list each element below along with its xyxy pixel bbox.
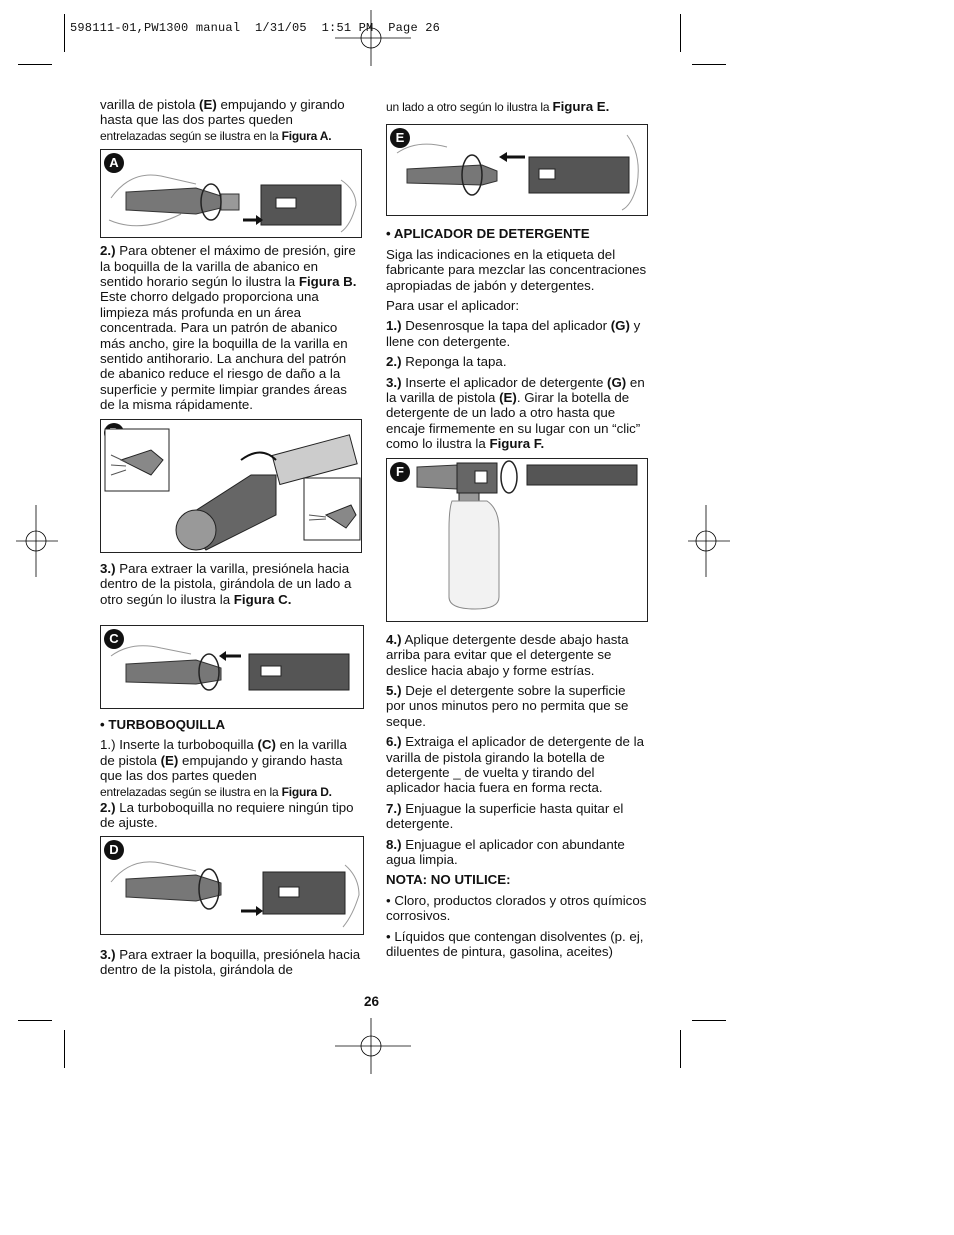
detergent-applicator-heading: • APLICADOR DE DETERGENTE xyxy=(386,226,590,242)
paragraph-turbo-step-3: 3.) Para extraer la boquilla, presiónela hacia dentro de la pistola, girándola de xyxy=(100,946,361,978)
turbo-nozzle-insert-illustration xyxy=(101,837,363,934)
note-heading: NOTA: NO UTILICE: xyxy=(386,872,511,888)
paragraph-det-step-6: 6.) Extraiga el aplicador de detergente de la varilla de pistola girando la botella de detergente _ de vuelta y tirando del aplicador hacia fuera en forma recta. xyxy=(386,734,644,796)
paragraph-det-step-1: 1.) Desenrosque la tapa del aplicador (G) y llene con detergente. xyxy=(386,318,641,349)
crop-mark xyxy=(64,1030,65,1068)
paragraph-det-step-7: 7.) Enjuague la superficie hasta quitar el detergente. xyxy=(386,800,624,832)
figure-label: D xyxy=(104,840,124,860)
paragraph-det-step-2: 2.) Reponga la tapa. xyxy=(386,354,507,370)
crop-mark xyxy=(692,64,726,65)
registration-mark-right xyxy=(686,503,732,579)
right-column xyxy=(386,99,648,964)
note-list-item: • Cloro, productos clorados y otros químicos corrosivos. xyxy=(386,892,647,924)
figure-label: C xyxy=(104,629,124,649)
registration-mark-top xyxy=(333,8,413,68)
turbo-nozzle-heading: • TURBOBOQUILLA xyxy=(100,716,226,732)
crop-mark xyxy=(680,14,681,52)
paragraph-turbo-step-1: 1.) Inserte la turboboquilla (C) en la varilla de pistola (E) empujando y girando hasta que las dos partes queden entrelazadas según se ilustra en la Figura D. xyxy=(100,737,347,799)
wand-removal-illustration xyxy=(101,626,363,708)
paragraph-step-3: 3.) Para extraer la varilla, presiónela hacia dentro de la pistola, girándola de un lado a otro según lo ilustra la Figura C. xyxy=(100,560,352,607)
figure-label: E xyxy=(390,128,410,148)
registration-mark-left xyxy=(14,503,60,579)
paragraph-step-2: 2.) Para obtener el máximo de presión, gire la boquilla de la varilla de abanico en sentido horario según lo ilustra la Figura B. Este chorro delgado proporciona una limpieza más profunda en un área concentrada. Para un patrón de abanico más ancho, gire la boquilla de la varilla en sentido antihorario. La anchura del patrón de abanico reduce el riesgo de daño a la superficie y permite limpiar grandes áreas de la misma rápidamente. xyxy=(100,243,357,413)
figure-c xyxy=(100,625,364,709)
figure-d xyxy=(100,836,364,935)
page-number: 26 xyxy=(364,994,380,1009)
crop-mark xyxy=(18,1020,52,1021)
paragraph-det-step-3: 3.) Inserte el aplicador de detergente (G) en la varilla de pistola (E). Girar la botella de detergente de un lado a otro hasta que encaje firmemente en su lugar con un “clic” como lo ilustra la Figura F. xyxy=(386,374,645,452)
figure-f xyxy=(386,458,648,622)
figure-label: A xyxy=(104,153,124,173)
fan-nozzle-rotation-illustration xyxy=(101,420,361,552)
wand-nozzle-insert-illustration xyxy=(101,150,361,237)
paragraph-det-use: Para usar el aplicador: xyxy=(386,298,520,314)
paragraph-det-step-4: 4.) Aplique detergente desde abajo hasta arriba para evitar que el detergente se deslice hacia abajo y forme estrías. xyxy=(386,631,629,678)
detergent-bottle-attach-illustration xyxy=(387,459,647,621)
paragraph-det-step-5: 5.) Deje el detergente sobre la superficie por unos minutos pero no permita que se seque. xyxy=(386,682,629,729)
paragraph-det-intro: Siga las indicaciones en la etiqueta del fabricante para mezclar las concentraciones apropiadas de jabón y detergentes. xyxy=(386,246,647,293)
paragraph-turbo-step-2: 2.) La turboboquilla no requiere ningún tipo de ajuste. xyxy=(100,799,354,831)
crop-mark xyxy=(64,14,65,52)
turbo-nozzle-removal-illustration xyxy=(387,125,647,215)
figure-label: F xyxy=(390,462,410,482)
note-list-item: • Líquidos que contengan disolventes (p. ej, diluentes de pintura, gasolina, aceites) xyxy=(386,928,644,959)
paragraph-continued: varilla de pistola (E) empujando y girando hasta que las dos partes queden entrelazadas según se ilustra en la Figura A. xyxy=(100,97,345,143)
print-slug: 598111-01,PW1300 manual 1/31/05 1:51 PM Page 26 xyxy=(70,21,441,35)
left-column xyxy=(100,97,364,983)
registration-mark-bottom xyxy=(333,1016,413,1076)
paragraph-det-step-8: 8.) Enjuague el aplicador con abundante agua limpia. xyxy=(386,836,625,867)
figure-b xyxy=(100,419,362,553)
figure-e xyxy=(386,124,648,216)
figure-a xyxy=(100,149,362,238)
crop-mark xyxy=(680,1030,681,1068)
crop-mark xyxy=(692,1020,726,1021)
crop-mark xyxy=(18,64,52,65)
paragraph-continued: un lado a otro según lo ilustra la Figura E. xyxy=(386,99,610,114)
